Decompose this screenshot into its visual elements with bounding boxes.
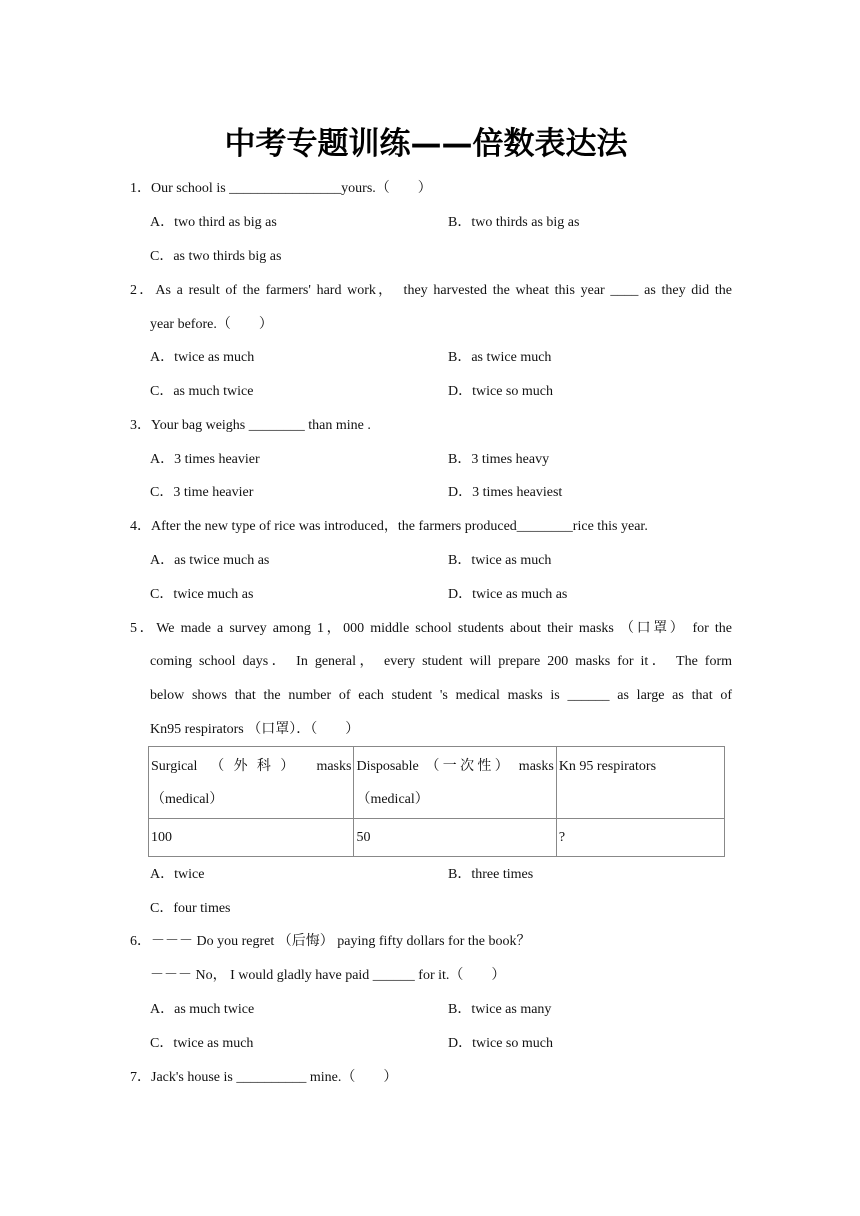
question-2-option-c[interactable]: C．as much twice <box>150 384 254 399</box>
question-3-option-c[interactable]: C．3 time heavier <box>150 485 254 500</box>
table-header-cell <box>149 747 354 819</box>
table-header-cell <box>354 747 556 819</box>
question-5-stem-line-2: coming school days． In general， every student will prepare 200 masks for it． The form <box>150 654 732 669</box>
question-5-stem-line-3: below shows that the number of each student 's medical masks is ______ as large as that of <box>150 688 732 703</box>
table-cell: 50 <box>354 819 556 857</box>
header-cell-line: Kn 95 respirators <box>558 759 657 774</box>
question-1-option-b[interactable]: B．two thirds as big as <box>448 215 580 230</box>
header-cell-line: Surgical （外科） masks <box>151 759 352 774</box>
question-3-option-b[interactable]: B．3 times heavy <box>448 452 550 467</box>
question-2-option-b[interactable]: B．as twice much <box>448 350 552 365</box>
question-1-option-a[interactable]: A．two third as big as <box>150 215 277 230</box>
question-4-option-b[interactable]: B．twice as much <box>448 553 552 568</box>
question-6-stem-line-2: －－－ No， I would gladly have paid ______ for it.（ ） <box>150 968 506 983</box>
question-7-stem: 7．Jack's house is __________ mine.（ ） <box>130 1070 398 1085</box>
question-6-option-a[interactable]: A．as much twice <box>150 1002 255 1017</box>
question-5-stem-line-4: Kn95 respirators （口罩）．（ ） <box>150 722 360 737</box>
question-5-stem-line-1: 5．We made a survey among 1，000 middle school students about their masks （口罩） for the <box>130 621 732 636</box>
question-5-option-b[interactable]: B．three times <box>448 867 534 882</box>
mask-survey-table <box>148 746 725 857</box>
question-4-option-a[interactable]: A．as twice much as <box>150 553 270 568</box>
table-cell: ? <box>556 819 724 857</box>
question-2-stem-line-2: year before.（ ） <box>150 317 273 332</box>
table-row <box>149 819 725 857</box>
question-4-option-d[interactable]: D．twice as much as <box>448 587 568 602</box>
question-6-option-d[interactable]: D．twice so much <box>448 1036 553 1051</box>
question-5-option-a[interactable]: A．twice <box>150 867 205 882</box>
question-2-option-a[interactable]: A．twice as much <box>150 350 255 365</box>
question-3-stem: 3．Your bag weighs ________ than mine . <box>130 418 371 433</box>
header-cell-line: （medical） <box>151 792 224 807</box>
question-6-option-c[interactable]: C．twice as much <box>150 1036 254 1051</box>
question-2-option-d[interactable]: D．twice so much <box>448 384 553 399</box>
question-6-option-b[interactable]: B．twice as many <box>448 1002 552 1017</box>
question-3-option-a[interactable]: A．3 times heavier <box>150 452 260 467</box>
question-6-stem-line-1: 6．－－－ Do you regret （后悔） paying fifty dollars for the book？ <box>130 934 531 949</box>
question-1-stem: 1．Our school is ________________yours.（ ） <box>130 181 432 196</box>
question-1-option-c[interactable]: C．as two thirds big as <box>150 249 282 264</box>
question-4-stem: 4．After the new type of rice was introduced，the farmers produced________rice this year. <box>130 519 648 534</box>
table-header-row <box>149 747 725 819</box>
header-cell-line: （medical） <box>356 792 429 807</box>
question-2-stem-line-1: 2．As a result of the farmers' hard work， they harvested the wheat this year ____ as they did the <box>130 283 732 298</box>
question-4-option-c[interactable]: C．twice much as <box>150 587 254 602</box>
question-3-option-d[interactable]: D．3 times heaviest <box>448 485 563 500</box>
header-cell-line: Disposable （一次性） masks <box>356 759 554 774</box>
table-header-cell <box>556 747 724 819</box>
table-cell: 100 <box>149 819 354 857</box>
page-title: 中考专题训练——倍数表达法 <box>224 126 628 162</box>
question-5-option-c[interactable]: C．four times <box>150 901 231 916</box>
